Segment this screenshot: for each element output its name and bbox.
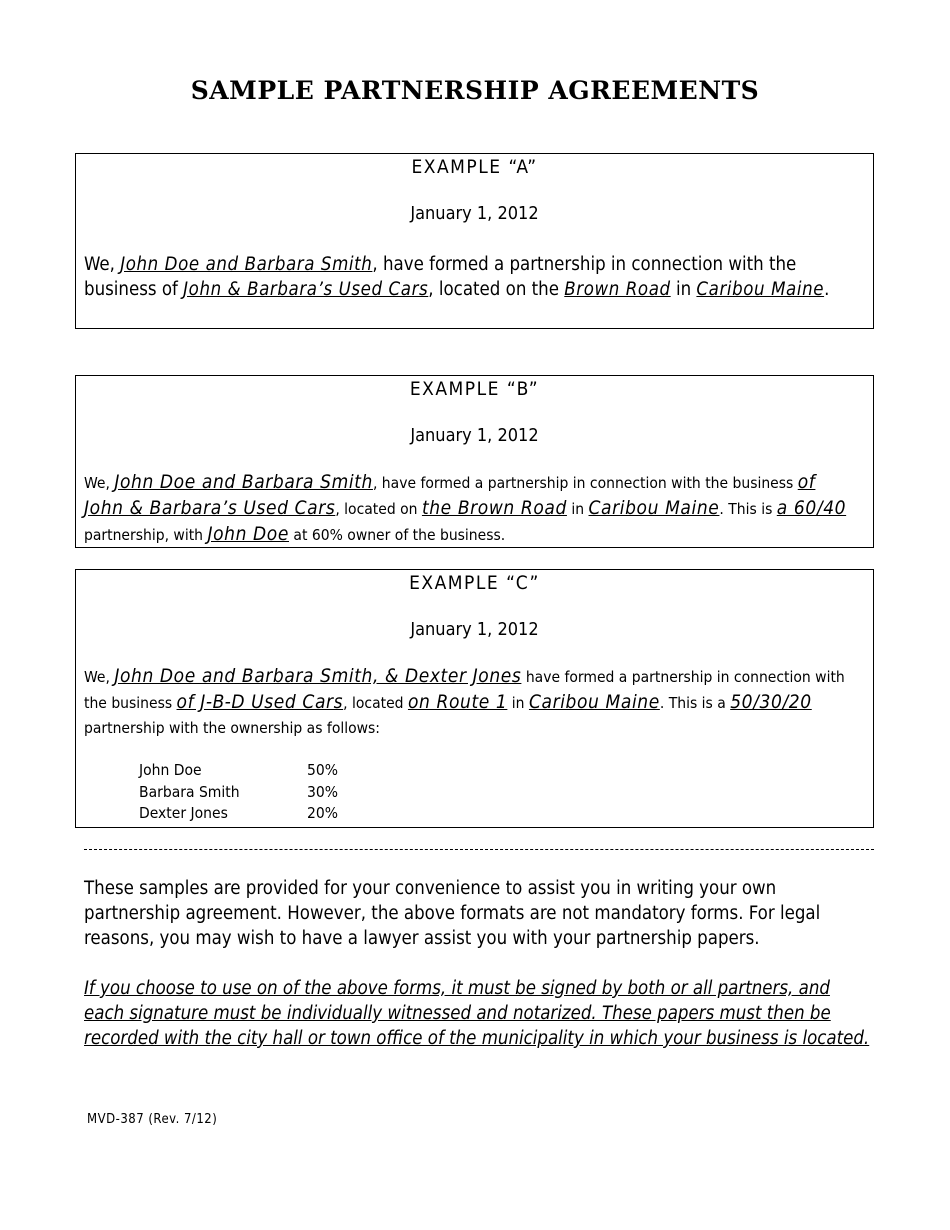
owner-name: John Doe [139, 761, 202, 779]
table-row [139, 803, 338, 825]
example-c-box [75, 569, 874, 828]
page-title: SAMPLE PARTNERSHIP AGREEMENTS [190, 76, 760, 105]
form-number: MVD-387 (Rev. 7/12) [87, 1112, 218, 1127]
owner-name: Barbara Smith [139, 782, 240, 801]
owner-percent: 20% [307, 804, 338, 822]
example-b-label: EXAMPLE “B” [409, 378, 540, 400]
ownership-split: a 60/40 [776, 497, 847, 519]
table-row [139, 782, 338, 804]
example-b-date: January 1, 2012 [410, 425, 539, 446]
signing-requirements: If you choose to use on of the above forms, it must be signed by both or all partners, and each signature must be individually witnessed and notarized. These papers must then be recorded with the city hall or town office of the municipality in which your business is located. [84, 978, 870, 1049]
business-town: Caribou Maine [588, 497, 720, 519]
example-b-text: We, John Doe and Barbara Smith, have formed a partnership in connection with the business of John & Barbara’s Used Cars, located on the Brown Road in Caribou Maine. This is a 60/40 partnership, with John Doe at 60% owner of the business. [84, 471, 847, 545]
example-a-box [75, 153, 874, 329]
example-b-box [75, 375, 874, 548]
example-c-text: We, John Doe and Barbara Smith, & Dexter Jones have formed a partnership in connection with the business of J-B-D Used Cars, located on Route 1 in Caribou Maine. This is a 50/30/20 partnership with the ownership as follows: [84, 665, 845, 737]
business-location: on Route 1 [407, 691, 508, 713]
business-name: of John & Barbara’s Used Cars [84, 471, 816, 519]
example-a-date: January 1, 2012 [410, 203, 539, 224]
partner-names: John Doe and Barbara Smith [114, 471, 373, 493]
example-c-date: January 1, 2012 [410, 619, 539, 640]
notes-paragraph: These samples are provided for your convenience to assist you in writing your own partnership agreement. However, the above formats are not mandatory forms. For legal reasons, you may wish to have a lawyer assist you with your partnership papers. [84, 878, 821, 949]
majority-owner: John Doe [207, 523, 289, 545]
owner-percent: 50% [307, 761, 338, 779]
business-town: Caribou Maine [528, 691, 660, 713]
dashed-divider [84, 849, 874, 850]
business-town: Caribou Maine [696, 279, 825, 300]
business-name: John & Barbara’s Used Cars [183, 279, 429, 300]
example-a-label: EXAMPLE “A” [411, 156, 538, 178]
example-a-text: We, John Doe and Barbara Smith, have formed a partnership in connection with the business of John & Barbara’s Used Cars, located on the Brown Road in Caribou Maine. [84, 254, 830, 300]
example-c-label: EXAMPLE “C” [409, 572, 540, 594]
business-location: the Brown Road [421, 497, 567, 519]
partner-names: John Doe and Barbara Smith, & Dexter Jones [114, 665, 522, 687]
partner-names: John Doe and Barbara Smith [120, 254, 373, 275]
table-row [139, 760, 338, 782]
business-location: Brown Road [564, 279, 671, 300]
ownership-table [139, 760, 338, 825]
business-name: of J-B-D Used Cars [176, 691, 344, 713]
owner-percent: 30% [307, 782, 338, 801]
owner-name: Dexter Jones [139, 804, 228, 822]
ownership-split: 50/30/20 [730, 691, 812, 713]
